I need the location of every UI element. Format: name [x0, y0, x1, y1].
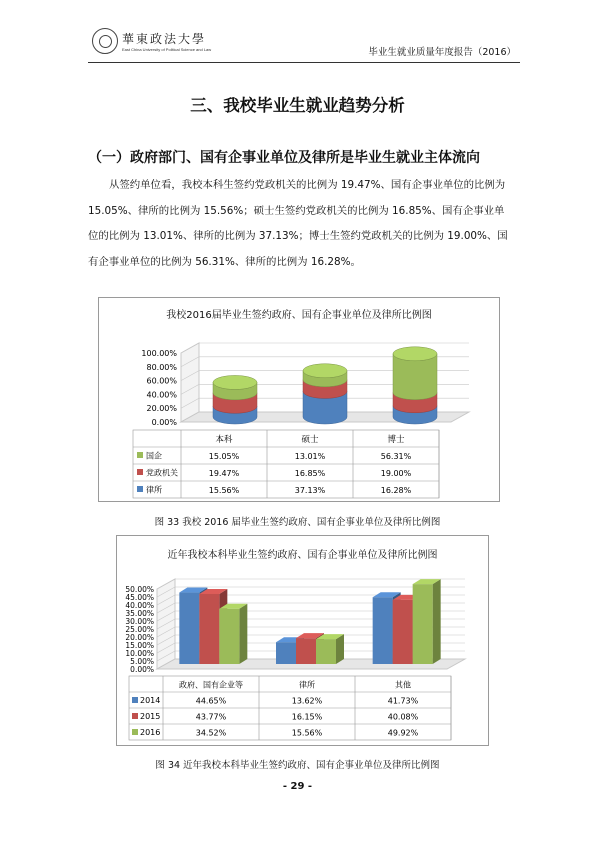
chart-2-series-name: 2015 [140, 712, 161, 721]
chart-1-frame [98, 297, 500, 502]
chart-2-bar [316, 639, 336, 664]
paragraph-text: 从签约单位看，我校本科生签约党政机关的比例为 19.47%、国有企事业单位的比例为 15.05%、律所的比例为 15.56%；硕士生签约党政机关的比例为 16.85%、国有企事业单位的比例为 13.01%、律所的比例为 37.13%；博士生签约党政机关的比例为 19.00%、国有企事业单位的比例为 56.31%、律所的比例为 16.28%。 [88, 179, 508, 268]
university-seal-icon [92, 28, 118, 54]
chart-1-bar-top [213, 375, 257, 389]
report-title: 毕业生就业质量年度报告（2016） [368, 47, 516, 58]
chart-2-series-name: 2016 [140, 728, 161, 737]
chart-1-data-label: 15.05% [208, 452, 240, 461]
chart-2-bar [199, 594, 219, 664]
chart-2-y-tick: 5.00% [130, 657, 154, 666]
chart-1-y-tick: 20.00% [146, 404, 177, 414]
chart-2-y-tick: 40.00% [125, 601, 154, 610]
chart-1-bar-top [393, 347, 437, 361]
chart-2-data-label: 15.56% [291, 728, 323, 738]
chart-2-category-label: 其他 [395, 680, 411, 690]
chart-1-y-tick: 0.00% [151, 418, 177, 427]
chart-1-data-label: 15.56% [208, 486, 240, 495]
chart-1-data-label: 19.00% [380, 469, 412, 478]
chart-2-y-tick: 50.00% [125, 585, 154, 594]
chart-2-y-tick: 30.00% [125, 617, 154, 626]
chart-2-data-label: 43.77% [195, 712, 227, 722]
chart-2-bar [219, 609, 239, 664]
chart-1-legend-key [137, 452, 143, 458]
chart-2-y-tick: 45.00% [125, 593, 154, 602]
chart-2-category-label: 政府、国有企业等 [179, 680, 243, 690]
chart-2-legend-key [132, 729, 138, 735]
chart-2-data-label: 16.15% [291, 712, 323, 722]
chart-1-legend-key [137, 486, 143, 492]
chart-1-bar-top [303, 364, 347, 378]
chart-2-category-label: 律所 [299, 680, 315, 690]
chart-1-y-tick: 40.00% [146, 390, 177, 400]
chart-2-title: 近年我校本科毕业生签约政府、国有企事业单位及律所比例图 [167, 550, 438, 561]
chart-2-legend-key [132, 713, 138, 719]
chart-2-series-name: 2014 [140, 696, 161, 705]
chart-2-data-label: 13.62% [291, 696, 323, 706]
chart-2-svg [117, 536, 488, 745]
chart-2-y-tick: 15.00% [125, 641, 154, 650]
chart-1-series-name: 律所 [146, 485, 162, 495]
chart-1-y-tick: 60.00% [146, 376, 177, 386]
chart-1-data-label: 16.28% [380, 486, 412, 495]
chart-1-y-tick: 100.00% [141, 349, 177, 358]
chart-1-series-name: 国企 [146, 451, 162, 461]
section-title: 三、我校毕业生就业趋势分析 [190, 96, 405, 115]
chart-2-bar-side [433, 579, 441, 664]
body-paragraph [88, 173, 508, 275]
chart-2-y-tick: 10.00% [125, 649, 154, 658]
chart-2-y-tick: 0.00% [130, 665, 154, 674]
chart-2-bar-side [336, 634, 344, 664]
chart-1-title: 我校2016届毕业生签约政府、国有企事业单位及律所比例图 [166, 310, 432, 321]
chart-2-bar [179, 593, 199, 664]
chart-1-svg [99, 298, 499, 501]
page-header [88, 26, 520, 63]
chart-2-data-label: 44.65% [195, 696, 227, 706]
chart-2-bar [296, 638, 316, 664]
chart-1-legend-key [137, 469, 143, 475]
university-english-name: East China University of Political Science and Law [122, 47, 212, 52]
chart-1-category-label: 硕士 [301, 435, 319, 445]
chart-2-data-label: 34.52% [195, 728, 227, 738]
subsection-title: （一）政府部门、国有企事业单位及律所是毕业生就业主体流向 [88, 150, 480, 166]
university-name: 華東政法大學 [122, 32, 207, 46]
chart-1-data-label: 16.85% [294, 469, 326, 478]
figure-34-caption: 图 34 近年我校本科毕业生签约政府、国有企事业单位及律所比例图 [155, 760, 440, 771]
chart-1-side-wall [181, 343, 199, 422]
chart-1-data-label: 37.13% [294, 486, 326, 495]
chart-1-category-label: 博士 [387, 435, 405, 445]
chart-2-frame [116, 535, 489, 746]
figure-33-caption: 图 33 我校 2016 届毕业生签约政府、国有企事业单位及律所比例图 [154, 517, 441, 528]
chart-2-data-label: 41.73% [387, 696, 419, 706]
chart-1-data-label: 13.01% [294, 452, 326, 461]
chart-1-series-name: 党政机关 [146, 468, 178, 478]
chart-2-y-tick: 25.00% [125, 625, 154, 634]
chart-1-category-label: 本科 [215, 435, 233, 445]
chart-2-bar [393, 600, 413, 664]
chart-2-bar-side [239, 604, 247, 664]
chart-2-data-label: 40.08% [387, 712, 419, 722]
chart-1-data-label: 19.47% [208, 469, 240, 478]
chart-1-data-label: 56.31% [380, 452, 412, 461]
chart-2-y-tick: 20.00% [125, 633, 154, 642]
chart-2-legend-key [132, 697, 138, 703]
chart-2-data-label: 49.92% [387, 728, 419, 738]
chart-1-y-tick: 80.00% [146, 362, 177, 372]
chart-2-bar [413, 584, 433, 664]
page-number: - 29 - [282, 781, 313, 792]
chart-2-bar [373, 597, 393, 664]
chart-2-y-tick: 35.00% [125, 609, 154, 618]
chart-2-bar [276, 642, 296, 664]
